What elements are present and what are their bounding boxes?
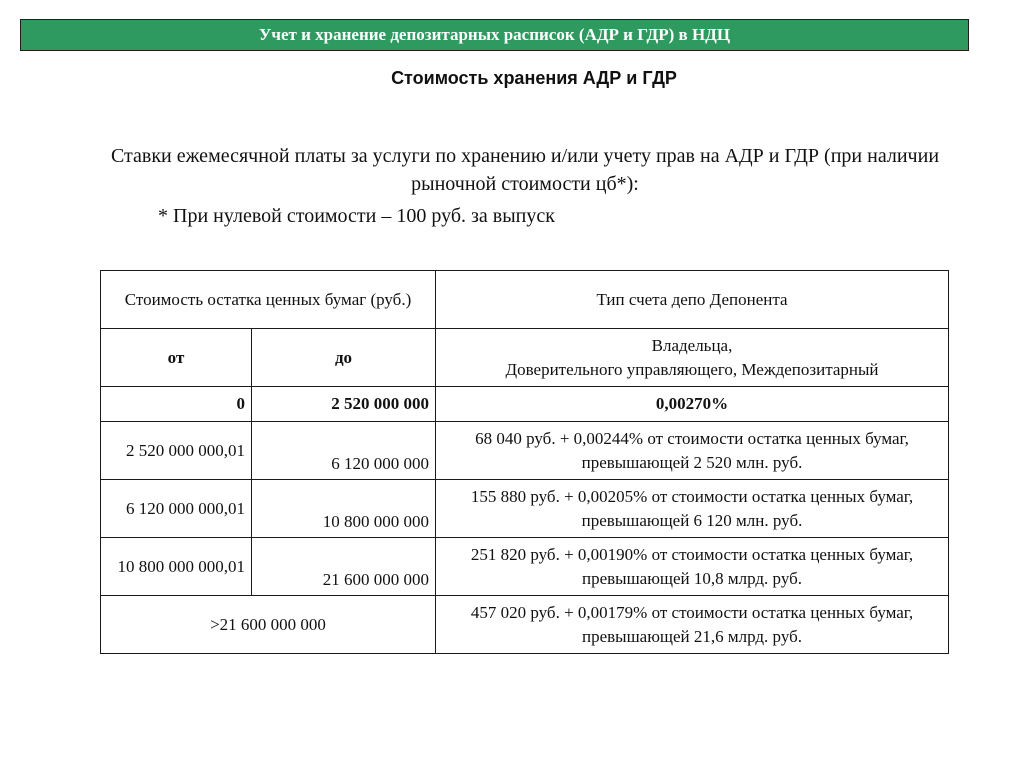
cell-from: 0 — [101, 387, 252, 422]
cell-rate: 457 020 руб. + 0,00179% от стоимости остатка ценных бумаг, превышающей 21,6 млрд. руб. — [436, 596, 949, 654]
cell-rate: 251 820 руб. + 0,00190% от стоимости остатка ценных бумаг, превышающей 10,8 млрд. руб. — [436, 538, 949, 596]
table-row — [101, 422, 949, 480]
subheader-cell-from: от — [101, 329, 252, 387]
header-cell-account-type: Тип счета депо Депонента — [436, 271, 949, 329]
header-cell-value: Стоимость остатка ценных бумаг (руб.) — [101, 271, 436, 329]
tariff-table — [100, 270, 949, 654]
cell-range-above: >21 600 000 000 — [101, 596, 436, 654]
table-row-last — [101, 596, 949, 654]
account-types-line-1: Владельца, — [651, 335, 733, 355]
cell-from: 10 800 000 000,01 — [101, 538, 252, 596]
cell-to: 2 520 000 000 — [252, 387, 436, 422]
header-title: Учет и хранение депозитарных расписок (АДР и ГДР) в НДЦ — [258, 25, 731, 44]
table-row — [101, 480, 949, 538]
account-types-line-2: Доверительного управляющего, Междепозитарный — [505, 359, 879, 379]
table-subheader-row — [101, 329, 949, 387]
cell-rate: 155 880 руб. + 0,00205% от стоимости остатка ценных бумаг, превышающей 6 120 млн. руб. — [436, 480, 949, 538]
subheader-cell-account-types — [436, 329, 949, 387]
rates-description: Ставки ежемесячной платы за услуги по хранению и/или учету прав на АДР и ГДР (при наличии рыночной стоимости цб*): — [110, 145, 940, 195]
cell-to: 21 600 000 000 — [252, 538, 436, 596]
header-bar — [20, 19, 969, 51]
cell-from: 2 520 000 000,01 — [101, 422, 252, 480]
cell-rate: 68 040 руб. + 0,00244% от стоимости остатка ценных бумаг, превышающей 2 520 млн. руб. — [436, 422, 949, 480]
table-header-row — [101, 271, 949, 329]
subheader-cell-to: до — [252, 329, 436, 387]
table-row — [101, 387, 949, 422]
cell-to: 6 120 000 000 — [252, 422, 436, 480]
page-subtitle: Стоимость хранения АДР и ГДР — [391, 68, 677, 88]
cell-from: 6 120 000 000,01 — [101, 480, 252, 538]
cell-rate: 0,00270% — [436, 387, 949, 422]
table-row — [101, 538, 949, 596]
footnote: * При нулевой стоимости – 100 руб. за выпуск — [158, 205, 555, 227]
cell-to: 10 800 000 000 — [252, 480, 436, 538]
